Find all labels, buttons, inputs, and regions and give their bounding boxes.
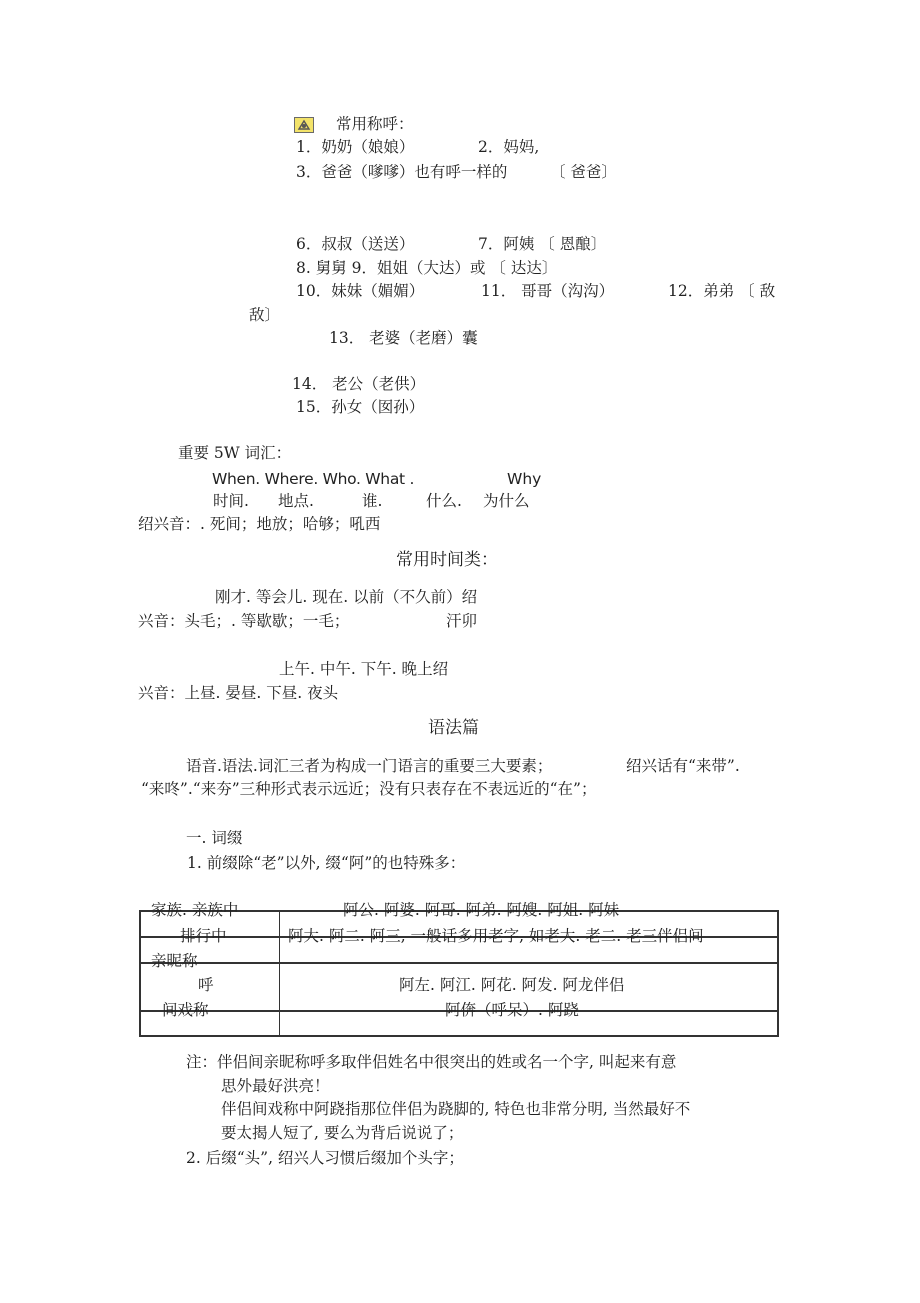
chinese-5w: 地点. [278,492,314,510]
english-5w: When. Where. Who. What . [212,470,415,488]
table-row-value: 阿大. 阿二. 阿三, 一般话多用老字, 如老大. 老二. 老三伴侣间 [288,927,704,945]
note-line: 要太揭人短了, 要么为背后说说了； [221,1124,464,1142]
note-line: 思外最好洪亮！ [221,1077,330,1095]
table-row-label: 亲昵称 [151,952,198,970]
time-line: 汗卯 [446,612,478,630]
address-line: 3．爸爸（嗲嗲）也有呼一样的 [296,163,508,181]
address-line: 〔 爸爸〕 [550,163,617,181]
table-divider [141,962,777,964]
grammar-subheading: 一. 词缀 [186,829,243,847]
address-line: 12．弟弟 〔 敌 [668,282,776,300]
address-line: 14． 老公（老供） [292,375,426,393]
table-row-value: 阿左. 阿江. 阿花. 阿发. 阿龙伴侣 [399,976,625,994]
address-line: 10．妹妹（媚媚） [296,282,425,300]
time-line: 刚才. 等会儿. 现在. 以前（不久前）绍 [215,588,478,606]
dialect-5w: 绍兴音：. 死间；地放；哈够；吼西 [138,515,381,533]
chinese-5w: 时间. [213,492,249,510]
table-divider [279,912,280,1035]
address-line: 11． 哥哥（沟沟） [481,282,615,300]
chinese-5w: 为什么 [483,492,530,510]
chinese-5w: 什么. [426,492,462,510]
table-row-label: 呼 [198,976,214,994]
grammar-subheading: 1. 前缀除“老”以外, 缀“阿”的也特殊多： [187,854,466,872]
document-icon [294,117,314,133]
address-line: 敌〕 [249,306,281,324]
address-line: 2．妈妈, [478,138,540,156]
time-line: 兴音：上昼. 晏昼. 下昼. 夜头 [138,684,339,702]
table-row-value: 阿公. 阿婆. 阿哥. 阿弟. 阿嫂. 阿姐. 阿妹 [343,901,620,919]
table-row-label: 排行中 [180,927,227,945]
section-title-forms-of-address: 常用称呼： [336,115,414,133]
address-line: 15．孙女（囡孙） [296,398,425,416]
time-line: 上午. 中午. 下午. 晚上绍 [279,660,449,678]
grammar-paragraph: “来咚”.“来夯”三种形式表示远近；没有只表存在不表远近的“在”； [141,780,597,798]
grammar-paragraph: 语音.语法.词汇三者为构成一门语言的重要三大要素； [186,757,553,775]
chinese-5w: 谁. [362,492,383,510]
table-row-value: 阿倴（呼呆）. 阿跷 [445,1001,579,1019]
address-line: 1．奶奶（娘娘） [296,138,415,156]
section-title-grammar: 语法篇 [428,718,479,738]
address-line: 7．阿姨 〔 恩酿〕 [478,235,607,253]
table-row-label: 家族. 亲族中 [151,901,239,919]
address-line: 6．叔叔（送送） [296,235,415,253]
grammar-paragraph: 绍兴话有“来带”. [626,757,740,775]
section-title-time: 常用时间类： [396,550,498,570]
note-line: 伴侣间戏称中阿跷指那位伴侣为跷脚的, 特色也非常分明, 当然最好不 [221,1100,691,1118]
table-row-label: 间戏称 [162,1001,209,1019]
address-line: 13． 老婆（老磨）囊 [329,329,478,347]
note-line: 2. 后缀“头”, 绍兴人习惯后缀加个头字； [186,1149,464,1167]
section-title-5w: 重要 5W 词汇： [178,444,292,462]
english-why: Why [507,470,542,488]
address-line: 8. 舅舅 9．姐姐（大达）或 〔 达达〕 [296,259,558,277]
time-line: 兴音：头毛；. 等歇歇；一毛； [138,612,350,630]
note-line: 注：伴侣间亲昵称呼多取伴侣姓名中很突出的姓或名一个字, 叫起来有意 [186,1053,677,1071]
